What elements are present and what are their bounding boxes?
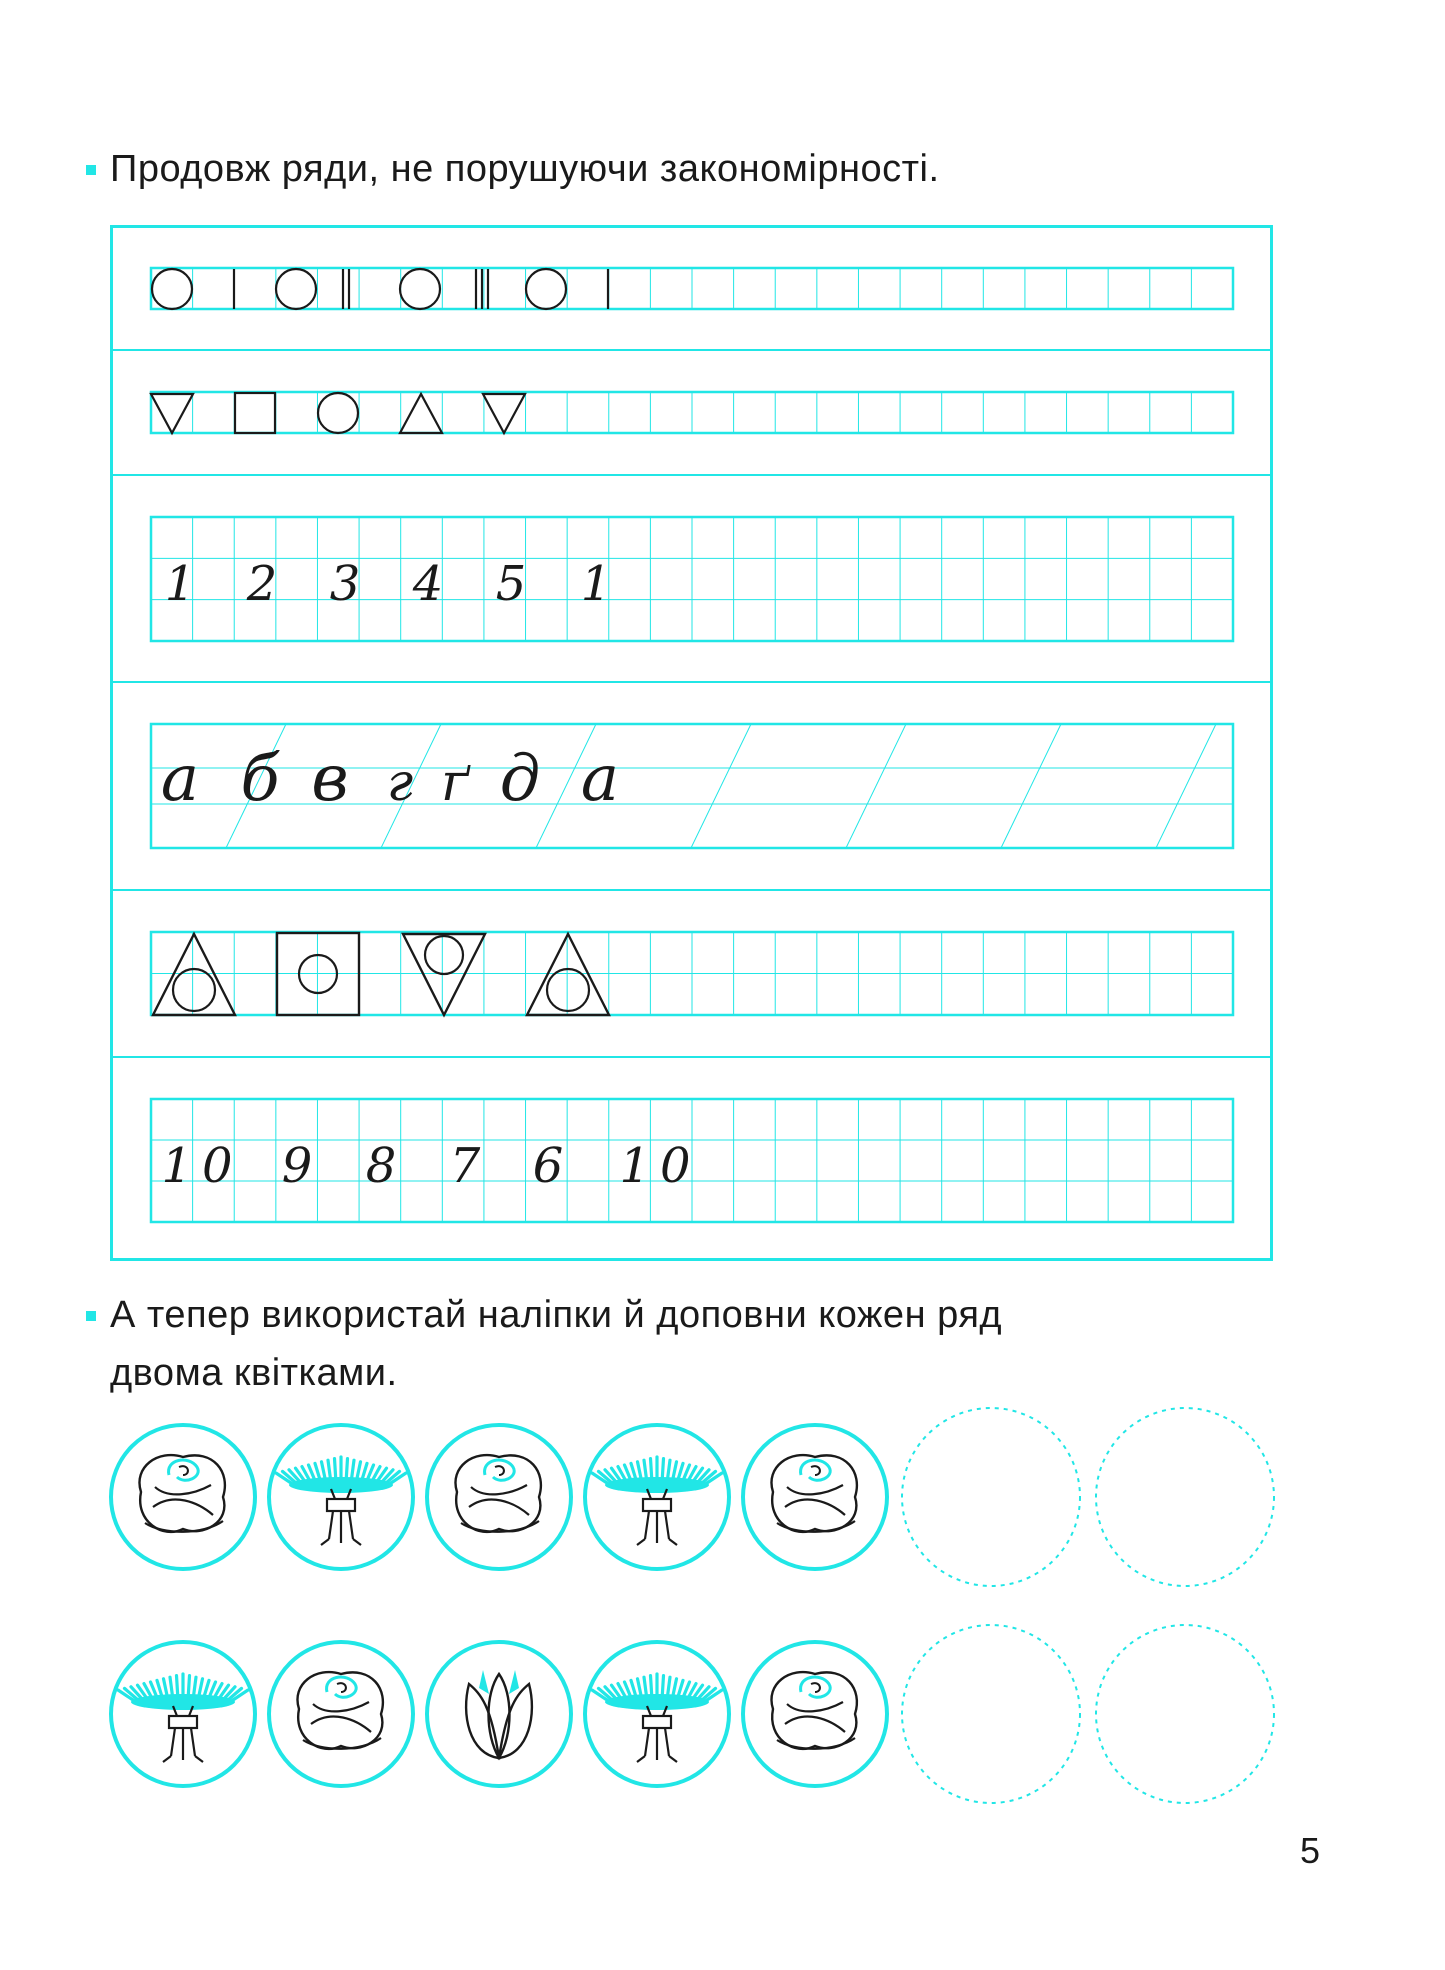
cornflower-sticker: [111, 1642, 255, 1786]
circle-icon: [276, 269, 316, 309]
row-symbols-pattern: [152, 269, 608, 309]
row-countdown-pattern: [161, 1138, 700, 1194]
number-1: 1: [580, 556, 612, 612]
letter-2: б: [240, 742, 280, 816]
square-icon: [235, 393, 275, 433]
circle-icon: [152, 269, 192, 309]
row-numbers-pattern: [165, 556, 612, 612]
letter-7: а: [580, 742, 620, 816]
number-7: 7: [449, 1138, 491, 1194]
circle-icon: [318, 393, 358, 433]
rose-sticker: [111, 1425, 255, 1569]
triangle-down-icon: [483, 394, 525, 433]
task-2-line-1: А тепер використай наліпки й доповни кожен ряд: [110, 1294, 1003, 1336]
number-6: 6: [532, 1138, 574, 1194]
grid-row-symbols: [151, 268, 1233, 309]
flower-row-1: [111, 1408, 1274, 1586]
sticker-placeholder[interactable]: [902, 1408, 1080, 1586]
triangle-with-circle-icon: [153, 934, 235, 1015]
grid-row-nested-shapes: [151, 932, 1233, 1015]
rose-sticker: [427, 1425, 571, 1569]
letter-5: ґ: [441, 753, 469, 813]
vertical-bars-icon: [343, 269, 349, 309]
sticker-placeholder[interactable]: [1096, 1408, 1274, 1586]
number-5: 5: [495, 556, 527, 612]
grid-row-shapes: [151, 392, 1233, 433]
cornflower-sticker: [585, 1642, 729, 1786]
task-1-text: Продовж ряди, не порушуючи закономірності.: [110, 148, 940, 190]
number-8: 8: [365, 1138, 407, 1194]
flower-row-2: [111, 1625, 1274, 1803]
number-10: 10: [161, 1138, 243, 1194]
letter-3: в: [311, 742, 349, 816]
task-2-line-2: двома квітками.: [110, 1352, 398, 1394]
number-1: 1: [164, 556, 196, 612]
number-3: 3: [329, 556, 361, 612]
row-shapes-pattern: [151, 393, 525, 433]
tulip-bud-sticker: [427, 1642, 571, 1786]
sticker-placeholder[interactable]: [1096, 1625, 1274, 1803]
task-instruction-2: [110, 1286, 1260, 1402]
circle-icon: [400, 269, 440, 309]
number-4: 4: [412, 556, 444, 612]
letter-4: г: [386, 753, 414, 813]
triangle-up-icon: [400, 394, 442, 433]
rose-sticker: [269, 1642, 413, 1786]
circle-icon: [526, 269, 566, 309]
letter-1: а: [160, 742, 200, 816]
rose-sticker: [743, 1425, 887, 1569]
letter-6: д: [499, 742, 541, 816]
triangle-with-circle-icon: [527, 934, 609, 1015]
cornflower-sticker: [269, 1425, 413, 1569]
triangle-down-icon: [151, 394, 193, 433]
row-letters-pattern: [161, 742, 619, 816]
number-9: 9: [281, 1138, 323, 1194]
cornflower-sticker: [585, 1425, 729, 1569]
sticker-placeholder[interactable]: [902, 1625, 1080, 1803]
rose-sticker: [743, 1642, 887, 1786]
triangle-down-with-circle-icon: [403, 934, 485, 1015]
vertical-bars-icon: [476, 269, 488, 309]
grid-row-numbers: [151, 517, 1233, 641]
bullet-icon: [86, 1311, 96, 1321]
page-number: 5: [1300, 1830, 1321, 1871]
number-2: 2: [246, 556, 278, 612]
number-10: 10: [619, 1138, 701, 1194]
